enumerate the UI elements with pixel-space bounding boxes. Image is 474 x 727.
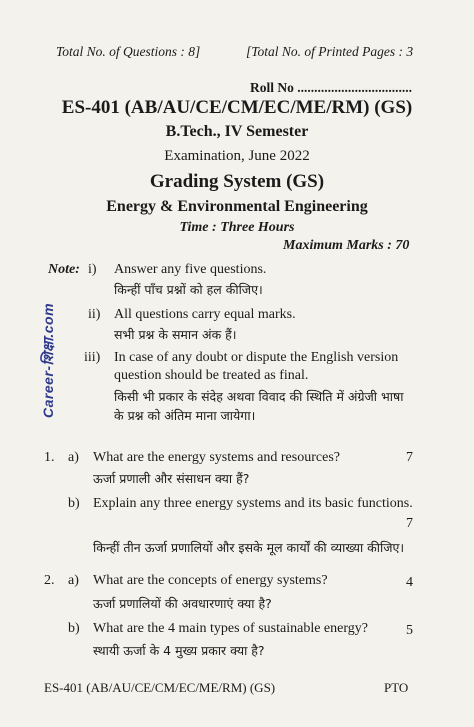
question-text-hindi: ऊर्जा प्रणाली और संसाधन क्या हैं? <box>93 471 250 486</box>
footer-pto: PTO <box>384 680 409 695</box>
roll-number-field: Roll No .................................. <box>250 80 412 95</box>
question-text-hindi: ऊर्जा प्रणालियों की अवधारणाएं क्या है? <box>93 596 272 611</box>
maximum-marks: Maximum Marks : 70 <box>283 238 410 253</box>
note-item-hindi: सभी प्रश्न के समान अंक हैं। <box>114 327 237 342</box>
footer-paper-code: ES-401 (AB/AU/CE/CM/EC/ME/RM) (GS) <box>44 680 276 695</box>
question-text: What are the 4 main types of sustainable energy? <box>93 621 368 636</box>
note-item-hindi: किन्हीं पाँच प्रश्नों को हल कीजिए। <box>114 282 263 297</box>
question-part-label: a) <box>68 573 79 588</box>
question-part-label: b) <box>68 621 80 636</box>
question-marks: 5 <box>406 623 413 638</box>
question-text: What are the concepts of energy systems? <box>93 573 328 588</box>
total-questions: Total No. of Questions : 8] <box>56 44 201 59</box>
note-item-english: Answer any five questions. <box>114 262 267 277</box>
note-item-number: ii) <box>88 307 101 322</box>
question-text-hindi: स्थायी ऊर्जा के 4 मुख्य प्रकार क्या है? <box>93 643 265 658</box>
question-marks: 7 <box>406 450 413 465</box>
note-item-number: iii) <box>84 350 101 365</box>
note-item-number: i) <box>88 262 97 277</box>
note-label: Note: <box>48 262 80 277</box>
note-item-english: All questions carry equal marks. <box>114 307 296 322</box>
examination-date: Examination, June 2022 <box>164 148 310 164</box>
note-item-hindi: के प्रश्न को अंतिम माना जायेगा। <box>114 408 256 423</box>
question-number: 1. <box>44 450 55 465</box>
question-text-hindi: किन्हीं तीन ऊर्जा प्रणालियों और इसके मूल कार्यों की व्याख्या कीजिए। <box>93 540 405 555</box>
note-item-hindi: किसी भी प्रकार के संदेह अथवा विवाद की स्थिति में अंग्रेजी भाषा <box>114 389 404 404</box>
paper-code: ES-401 (AB/AU/CE/CM/EC/ME/RM) (GS) <box>61 97 413 118</box>
watermark-logo: Career-शिक्षा.com <box>40 302 56 418</box>
question-number: 2. <box>44 573 55 588</box>
subject-name: Energy & Environmental Engineering <box>106 198 368 215</box>
note-item-english: In case of any doubt or dispute the English version <box>114 350 399 365</box>
total-printed-pages: [Total No. of Printed Pages : 3 <box>246 44 414 59</box>
exam-duration: Time : Three Hours <box>179 220 295 235</box>
question-text: Explain any three energy systems and its basic functions. <box>93 496 413 511</box>
question-marks: 4 <box>406 575 413 590</box>
note-item-english: question should be treated as final. <box>114 368 309 383</box>
subject-title: Grading System (GS) <box>149 171 325 192</box>
question-text: What are the energy systems and resources? <box>93 450 340 465</box>
course-title: B.Tech., IV Semester <box>165 123 309 140</box>
question-part-label: a) <box>68 450 79 465</box>
question-part-label: b) <box>68 496 80 511</box>
question-marks: 7 <box>406 516 413 531</box>
